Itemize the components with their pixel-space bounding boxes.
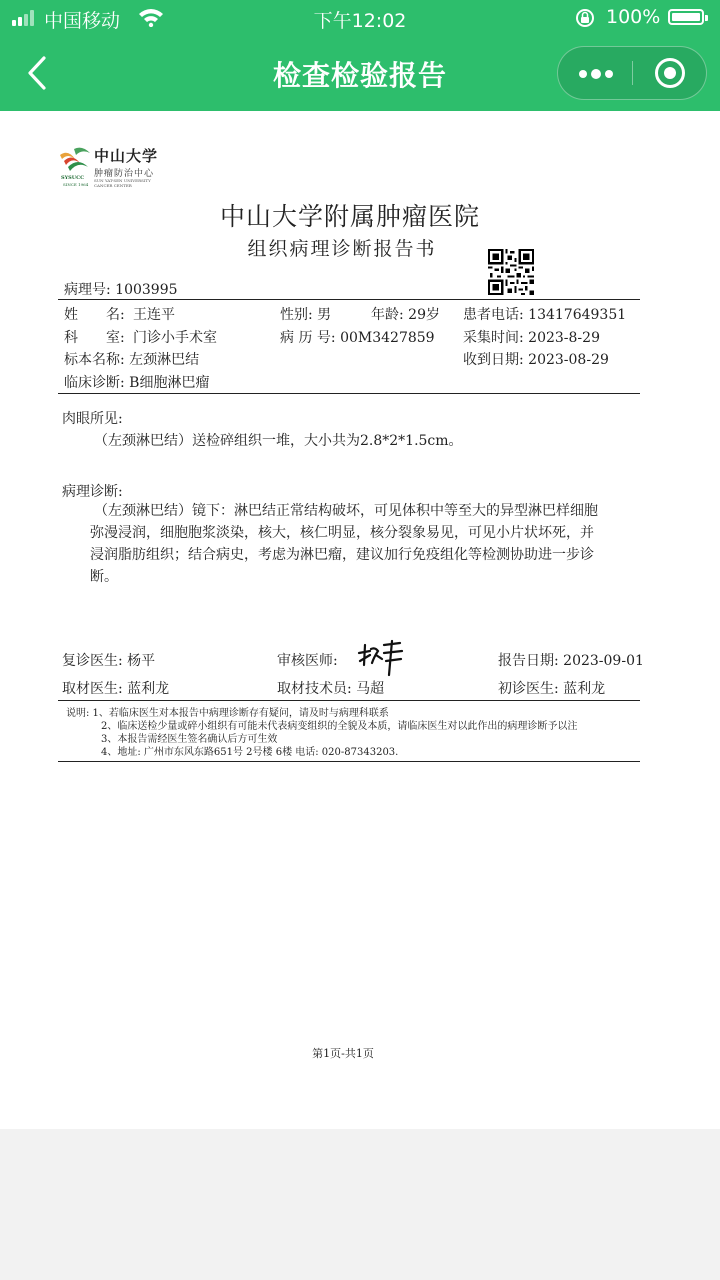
- diagnosis-line: 弥漫浸润，细胞胞浆淡染，核大，核仁明显，核分裂象易见，可见小片状坏死，并: [90, 525, 594, 541]
- phone-field: 患者电话: 13417649351: [463, 307, 627, 323]
- page-indicator: 第1页-共1页: [312, 1047, 374, 1060]
- status-bar: [0, 0, 720, 36]
- sample-doctor: 取材医生: 蓝利龙: [62, 681, 170, 697]
- dept-value: 门诊小手术室: [133, 330, 217, 346]
- notes-divider: [58, 761, 640, 762]
- logo-since: SINCE 1964: [63, 182, 89, 187]
- fields-divider: [58, 393, 640, 394]
- qr-code-icon: [488, 249, 534, 295]
- logo-abbr: SYSUCC: [61, 175, 85, 181]
- top-bar: [0, 0, 720, 111]
- diagnosis-line: （左颈淋巴结）镜下：淋巴结正常结构破坏，可见体积中等至大的异型淋巴样细胞: [94, 503, 598, 519]
- gross-text: （左颈淋巴结）送检碎组织一堆，大小共为2.8*2*1.5cm。: [94, 433, 463, 449]
- footer-divider: [58, 700, 640, 701]
- sample-technician: 取材技术员: 马超: [277, 681, 385, 697]
- hospital-name: 中山大学附属肿瘤医院: [219, 202, 480, 231]
- report-title: 组织病理诊断报告书: [247, 238, 437, 260]
- collect-time-field: 采集时间: 2023-8-29: [463, 330, 600, 346]
- logo-emblem-icon: [58, 145, 92, 175]
- carrier-name: 中国移动: [44, 10, 121, 32]
- age-field: 年龄: 29岁: [371, 307, 440, 323]
- audit-doctor-label: 审核医师:: [277, 653, 338, 669]
- received-date-field: 收到日期: 2023-08-29: [463, 352, 609, 368]
- name-label: 姓 名:: [64, 307, 125, 323]
- record-number-field: 病 历 号: 00M3427859: [280, 330, 435, 346]
- note-line: 3、本报告需经医生签名确认后方可生效: [101, 734, 278, 745]
- note-line: 2、临床送检少量或碎小组织有可能未代表病变组织的全貌及本质，请临床医生对以此作出的病理诊断予以注: [101, 721, 578, 732]
- logo-subtitle: 肿瘤防治中心: [94, 169, 155, 179]
- clinical-diagnosis-field: 临床诊断: B细胞淋巴瘤: [64, 375, 210, 391]
- review-doctor: 复诊医生: 杨平: [62, 653, 156, 669]
- logo-english: SUN YAT-SEN UNIVERSITY CANCER CENTER: [94, 178, 151, 188]
- hospital-logo: [58, 145, 158, 189]
- clock: 下午12:02: [313, 10, 407, 32]
- battery-icon: [668, 9, 704, 25]
- close-button[interactable]: [633, 47, 708, 99]
- gender-field: 性别: 男: [280, 307, 332, 323]
- rotation-lock-icon: [574, 7, 596, 29]
- note-line: 4、地址: 广州市东风东路651号 2号楼 6楼 电话: 020-87343203.: [101, 747, 399, 758]
- name-value: 王连平: [133, 307, 175, 323]
- specimen-field: 标本名称: 左颈淋巴结: [64, 352, 200, 368]
- gross-heading: 肉眼所见:: [62, 411, 123, 427]
- diagnosis-line: 断。: [90, 569, 118, 585]
- dept-label: 科 室:: [64, 330, 125, 346]
- logo-name: 中山大学: [94, 147, 159, 165]
- first-doctor: 初诊医生: 蓝利龙: [498, 681, 606, 697]
- note-line: 说明: 1、若临床医生对本报告中病理诊断存有疑问，请及时与病理科联系: [66, 708, 389, 719]
- diagnosis-heading: 病理诊断:: [62, 484, 123, 500]
- page-title: 检查检验报告: [272, 59, 447, 92]
- battery-percent: 100%: [606, 6, 661, 28]
- diagnosis-line: 浸润脂肪组织；结合病史，考虑为淋巴瘤，建议加行免疫组化等检测协助进一步诊: [90, 547, 594, 563]
- report-date: 报告日期: 2023-09-01: [498, 653, 644, 669]
- report-document: [0, 111, 720, 1129]
- more-button[interactable]: [558, 47, 633, 99]
- pathology-number: 病理号: 1003995: [64, 282, 178, 298]
- header-divider: [58, 299, 640, 300]
- doctor-signature-icon: [356, 639, 412, 679]
- mini-program-capsule: [557, 46, 707, 100]
